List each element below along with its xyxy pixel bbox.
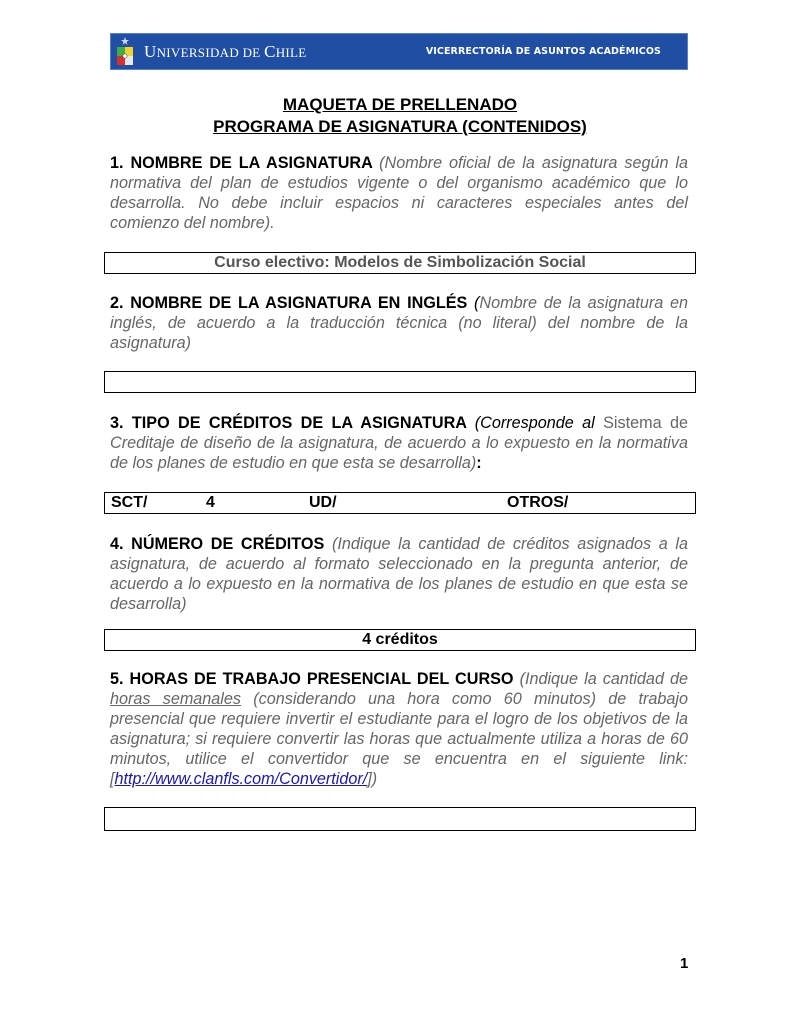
page-title-line2: PROGRAMA DE ASIGNATURA (CONTENIDOS) (213, 117, 587, 136)
section-5-description: 5. HORAS DE TRABAJO PRESENCIAL DEL CURSO (Indique la cantidad de horas semanales (considerando una hora como 60 minutos) de trabajo presencial que requiere invertir el estudiante para el logro de los objetivos de la asignatura; si requiere convertir las horas que actualmente utiliza a horas de 60 minutos, utilice el convertidor que se encuentra en el siguiente link: [http://www.clanfls.com/Convertidor/]) (110, 670, 688, 788)
page-title-line1: MAQUETA DE PRELLENADO (282, 95, 518, 114)
page-number: 1 (680, 955, 689, 972)
section-5-heading: 5. HORAS DE TRABAJO PRESENCIAL DEL CURSO (110, 670, 520, 688)
credit-count-value: 4 créditos (362, 631, 438, 648)
course-name-field[interactable] (104, 252, 696, 274)
english-name-field[interactable] (104, 371, 696, 393)
ud-label: UD/ (309, 494, 337, 511)
section-3-instructions: Creditaje de diseño de la asignatura, de acuerdo a lo expuesto en la normativa de los planes de estudio en que esta se desarrolla) (110, 434, 688, 472)
credit-type-row[interactable] (104, 492, 696, 514)
department-name: VICERRECTORÍA DE ASUNTOS ACADÉMICOS (425, 46, 661, 57)
course-name-value: Curso electivo: Modelos de Simbolización Social (214, 254, 586, 271)
converter-link[interactable]: http://www.clanfls.com/Convertidor/ (114, 770, 368, 788)
section-1-instructions: (Nombre oficial de la asignatura según la normativa del plan de estudios vigente o del organismo académico que lo desarrolla. No debe incluir espacios ni caracteres especiales antes del comienzo del nombre). (110, 154, 688, 232)
section-4-instructions: (Indique la cantidad de créditos asignados a la asignatura, de acuerdo al formato seleccionado en la pregunta anterior, de acuerdo a lo expuesto en la normativa de los planes de estudio en que esta se desarrolla) (110, 535, 688, 613)
section-4-heading: 4. NÚMERO DE CRÉDITOS (110, 535, 332, 553)
section-2-heading: 2. NOMBRE DE LA ASIGNATURA EN INGLÉS (110, 294, 475, 312)
sct-label: SCT/ (111, 494, 148, 511)
section-1-heading: 1. NOMBRE DE LA ASIGNATURA (110, 154, 380, 172)
section-3-heading: 3. TIPO DE CRÉDITOS DE LA ASIGNATURA (110, 414, 475, 432)
section-1-description (110, 153, 688, 233)
credit-count-field[interactable] (104, 629, 696, 651)
section-2-description: 2. NOMBRE DE LA ASIGNATURA EN INGLÉS (Nombre de la asignatura en inglés, de acuerdo a la traducción técnica (no literal) del nombre de la asignatura) (110, 294, 688, 352)
header-banner (110, 33, 688, 70)
section-3-description: 3. TIPO DE CRÉDITOS DE LA ASIGNATURA (Corresponde al Sistema de Creditaje de diseño de la asignatura, de acuerdo a lo expuesto en la normativa de los planes de estudio en que esta se desarrolla): (110, 414, 688, 472)
section-4-description (110, 534, 688, 614)
sct-value[interactable]: 4 (206, 494, 215, 511)
presential-hours-field[interactable] (104, 807, 696, 831)
weekly-hours-emphasis: horas semanales (110, 690, 242, 708)
university-crest-icon (115, 36, 135, 67)
section-2-instructions: Nombre de la asignatura en inglés, de acuerdo a la traducción técnica (no literal) del nombre de la asignatura) (110, 294, 688, 352)
university-name: UNIVERSIDAD DE CHILE (144, 42, 307, 61)
otros-label: OTROS/ (507, 494, 569, 511)
